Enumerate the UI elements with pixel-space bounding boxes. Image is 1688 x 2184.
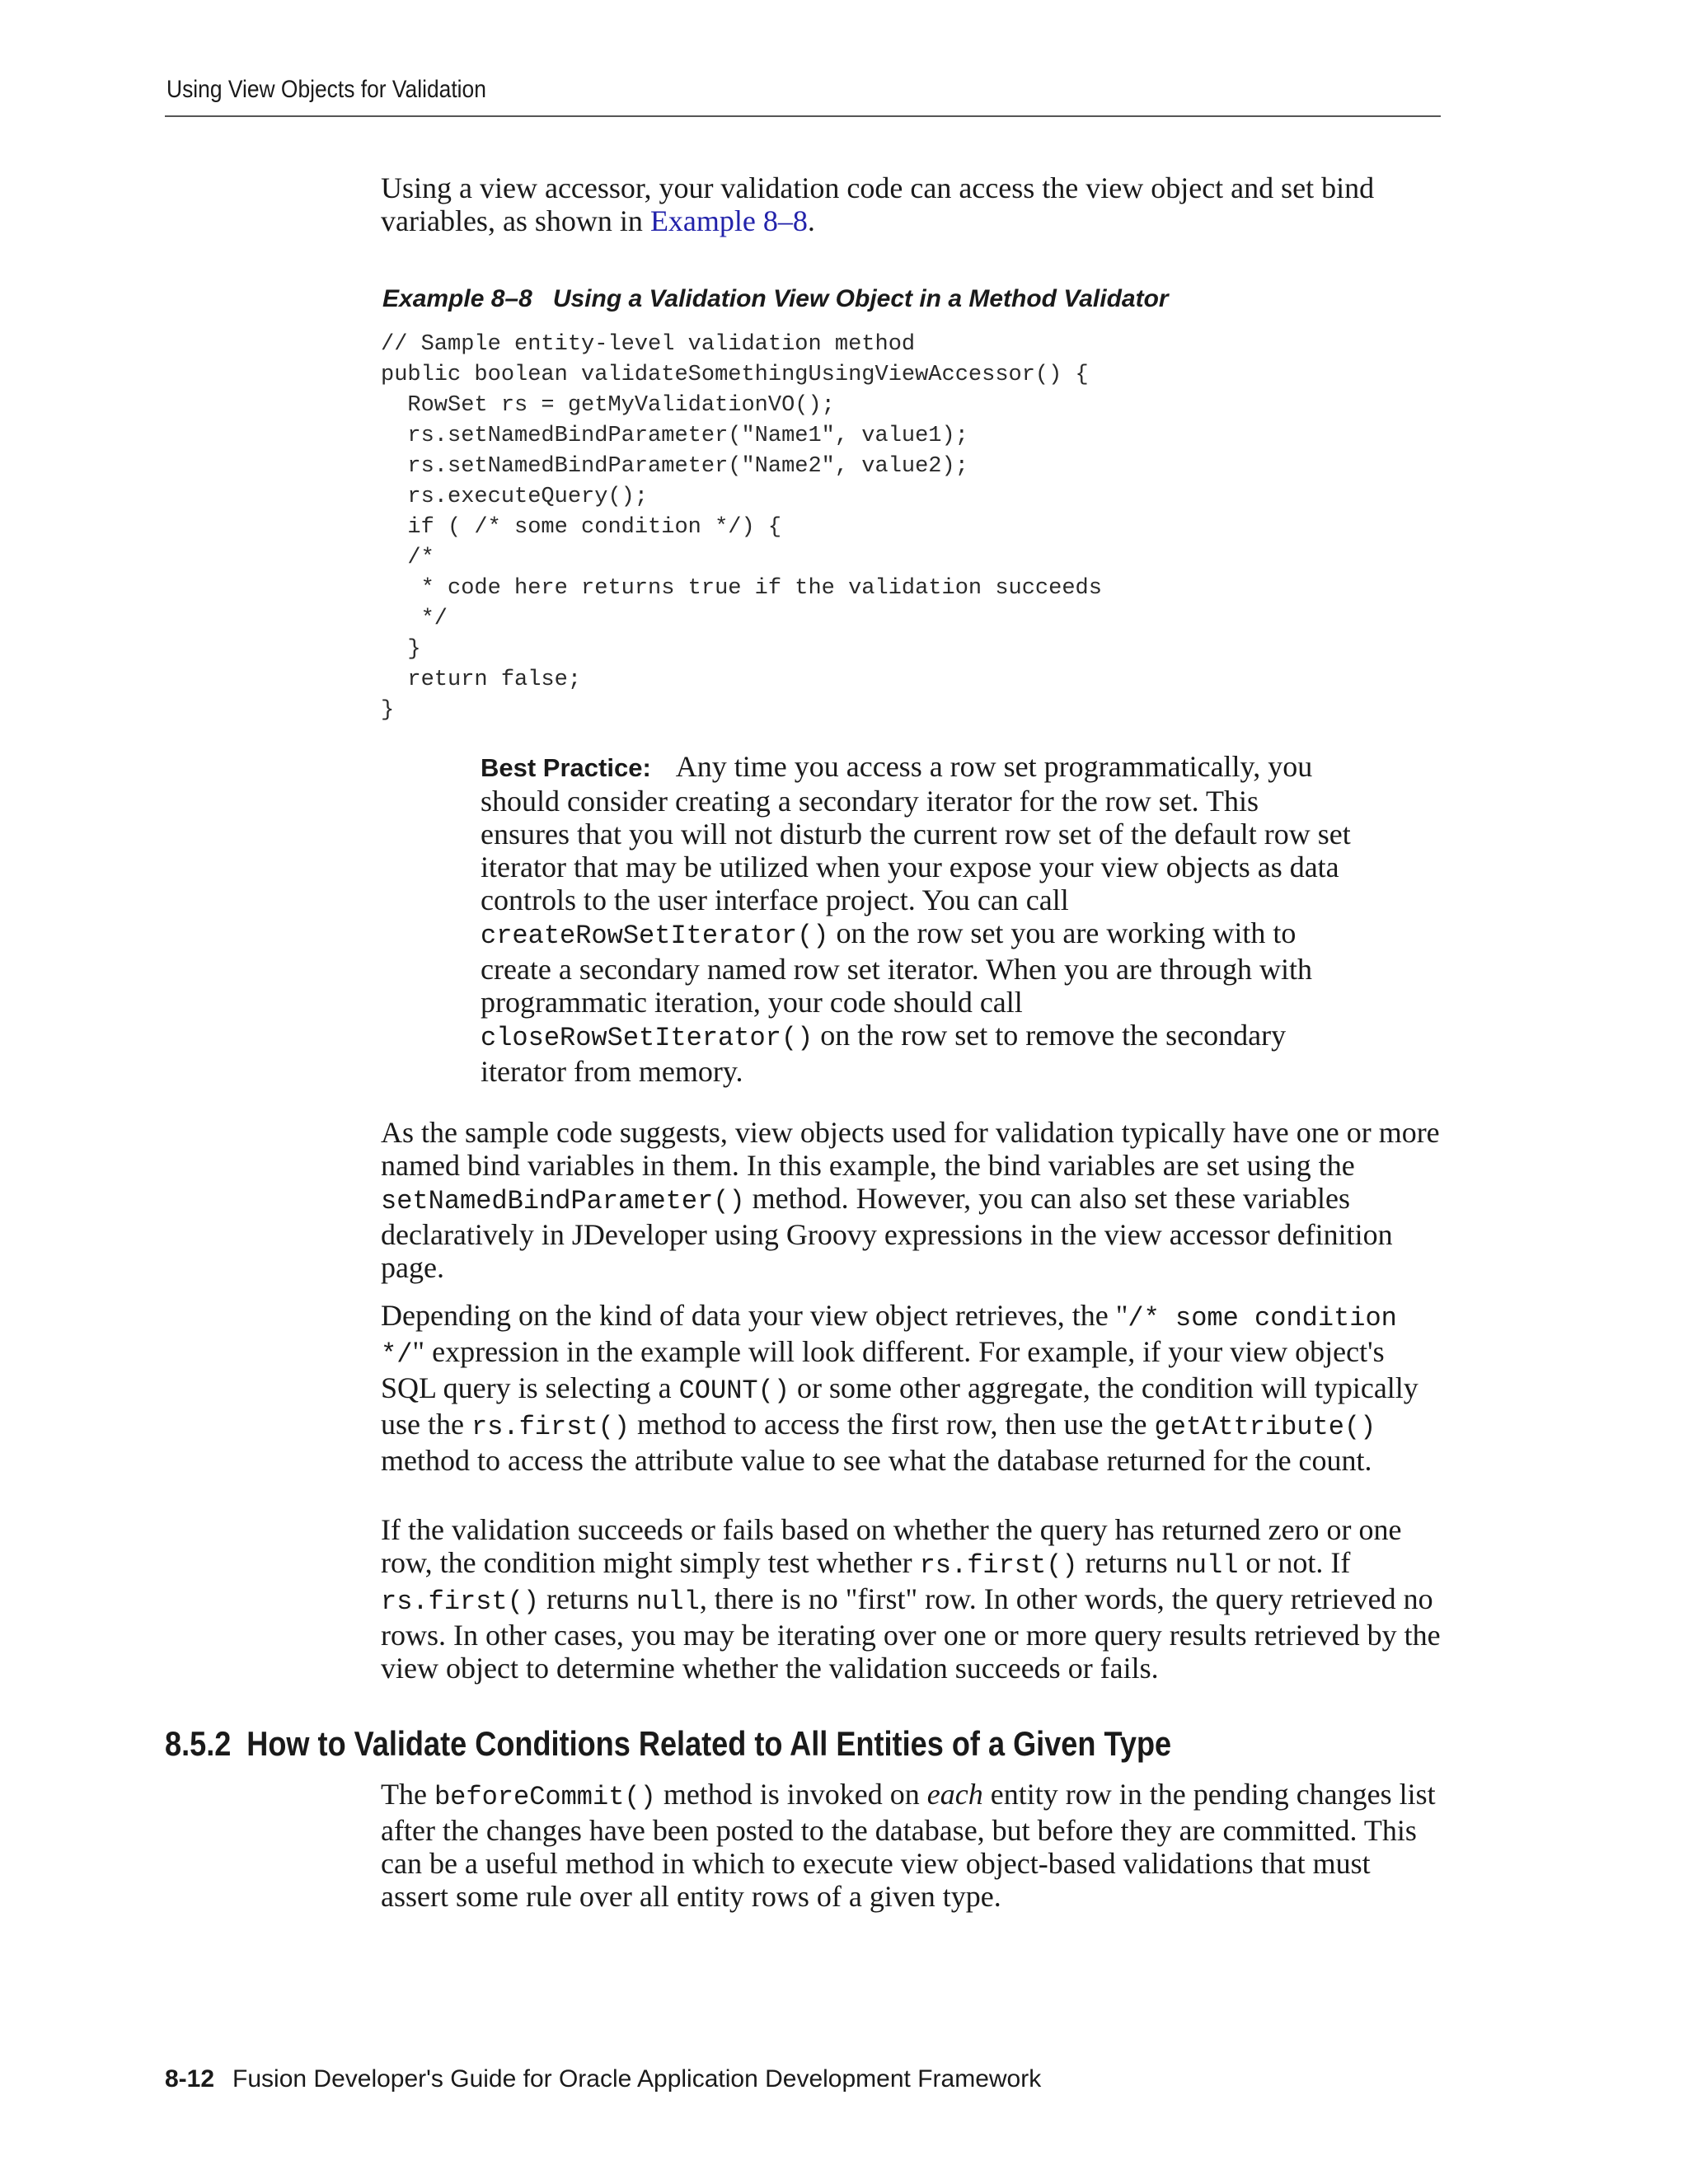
inline-code: beforeCommit() <box>434 1782 656 1812</box>
note-code: createRowSetIterator() <box>481 921 829 951</box>
book-title: Fusion Developer's Guide for Oracle Application Development Framework <box>232 2065 1042 2093</box>
paragraph-zero-or-one <box>381 1513 1444 1685</box>
code-line: RowSet rs = getMyValidationVO(); <box>381 393 835 418</box>
code-line: rs.setNamedBindParameter("Name2", value2); <box>381 454 968 479</box>
example-caption <box>382 285 1169 313</box>
para-text: method to access the first row, then use the <box>630 1408 1155 1441</box>
section-title: How to Validate Conditions Related to All Entities of a Given Type <box>246 1724 1172 1763</box>
best-practice-note <box>481 750 1354 1088</box>
best-practice-label: Best Practice: <box>481 753 651 782</box>
code-line: /* <box>381 546 434 570</box>
example-8-8-link[interactable]: Example 8–8 <box>649 204 808 237</box>
para-text: , there is no "first" row. In other words, the query retrieved no rows. In other cases, you may be iterating over one or more query results retrieved by the view object to determine whether the validation succeeds or fails. <box>381 1582 1441 1685</box>
code-line: rs.setNamedBindParameter("Name1", value1); <box>381 424 968 448</box>
para-text: method is invoked on <box>655 1778 927 1811</box>
para-text: returns <box>539 1582 636 1615</box>
para-text: Depending on the kind of data your view object retrieves, the " <box>381 1299 1128 1332</box>
para-text: The <box>381 1778 434 1811</box>
page-number: 8-12 <box>165 2065 215 2093</box>
inline-code: setNamedBindParameter() <box>381 1186 745 1216</box>
inline-code: getAttribute() <box>1154 1412 1376 1442</box>
example-title: Using a Validation View Object in a Method Validator <box>552 285 1169 312</box>
code-line: return false; <box>381 668 582 692</box>
paragraph-bind-variables <box>381 1116 1444 1284</box>
paragraph-condition <box>381 1299 1444 1477</box>
code-line: } <box>381 698 395 723</box>
para-text: or some other aggregate, the condition will typically use the <box>381 1371 1418 1441</box>
inline-code: null <box>1175 1550 1239 1581</box>
code-line: rs.executeQuery(); <box>381 485 649 509</box>
note-code: closeRowSetIterator() <box>481 1023 814 1053</box>
code-line: */ <box>381 607 448 631</box>
section-heading <box>165 1724 1171 1764</box>
header-divider <box>165 115 1441 117</box>
inline-code: rs.first() <box>471 1412 630 1442</box>
code-line: } <box>381 637 421 662</box>
para-text: If the validation succeeds or fails based on whether the query has returned zero or one row, the condition might simply test whether <box>381 1513 1402 1579</box>
code-line: public boolean validateSomethingUsingViewAccessor() { <box>381 363 1089 387</box>
intro-paragraph <box>381 171 1444 237</box>
code-line: // Sample entity-level validation method <box>381 332 916 357</box>
inline-code: /* some condition */ <box>381 1303 1397 1370</box>
note-text: on the row set you are working with to create a secondary named row set iterator. When you are through with programmatic iteration, your code should call <box>481 916 1312 1019</box>
note-text: on the row set to remove the secondary iterator from memory. <box>481 1019 1287 1088</box>
emphasis: each <box>926 1778 983 1811</box>
page-footer <box>165 2065 1041 2093</box>
para-text: entity row in the pending changes list after the changes have been posted to the database, but before they are committed. This can be a useful method in which to execute view object-based validations that must assert some rule over all entity rows of a given type. <box>381 1778 1436 1913</box>
code-line: * code here returns true if the validation succeeds <box>381 576 1102 601</box>
para-text: method to access the attribute value to see what the database returned for the count. <box>381 1444 1372 1477</box>
intro-text: Using a view accessor, your validation code can access the view object and set bind variables, as shown in <box>381 171 1375 237</box>
example-label: Example 8–8 <box>382 285 532 312</box>
para-text: or not. If <box>1238 1546 1351 1579</box>
paragraph-before-commit <box>381 1778 1444 1913</box>
note-text: Any time you access a row set programmatically, you should consider creating a secondary iterator for the row set. This ensures that you will not disturb the current row set of the default row set iterator that may be utilized when your expose your view objects as data controls to the user interface project. You can call <box>481 750 1351 916</box>
running-header: Using View Objects for Validation <box>166 76 486 103</box>
code-listing <box>381 330 1102 726</box>
para-text: As the sample code suggests, view objects used for validation typically have one or more named bind variables in them. In this example, the bind variables are set using the <box>381 1116 1440 1182</box>
section-number: 8.5.2 <box>165 1724 232 1763</box>
inline-code: COUNT() <box>678 1376 790 1406</box>
para-text: " expression in the example will look different. For example, if your view object's SQL query is selecting a <box>381 1335 1385 1404</box>
para-text: returns <box>1077 1546 1175 1579</box>
intro-text-end: . <box>807 204 815 237</box>
inline-code: null <box>636 1586 700 1617</box>
inline-code: rs.first() <box>381 1586 540 1617</box>
code-line: if ( /* some condition */) { <box>381 515 782 540</box>
para-text: method. However, you can also set these variables declaratively in JDeveloper using Groovy expressions in the view accessor definition page. <box>381 1182 1393 1284</box>
inline-code: rs.first() <box>919 1550 1078 1581</box>
